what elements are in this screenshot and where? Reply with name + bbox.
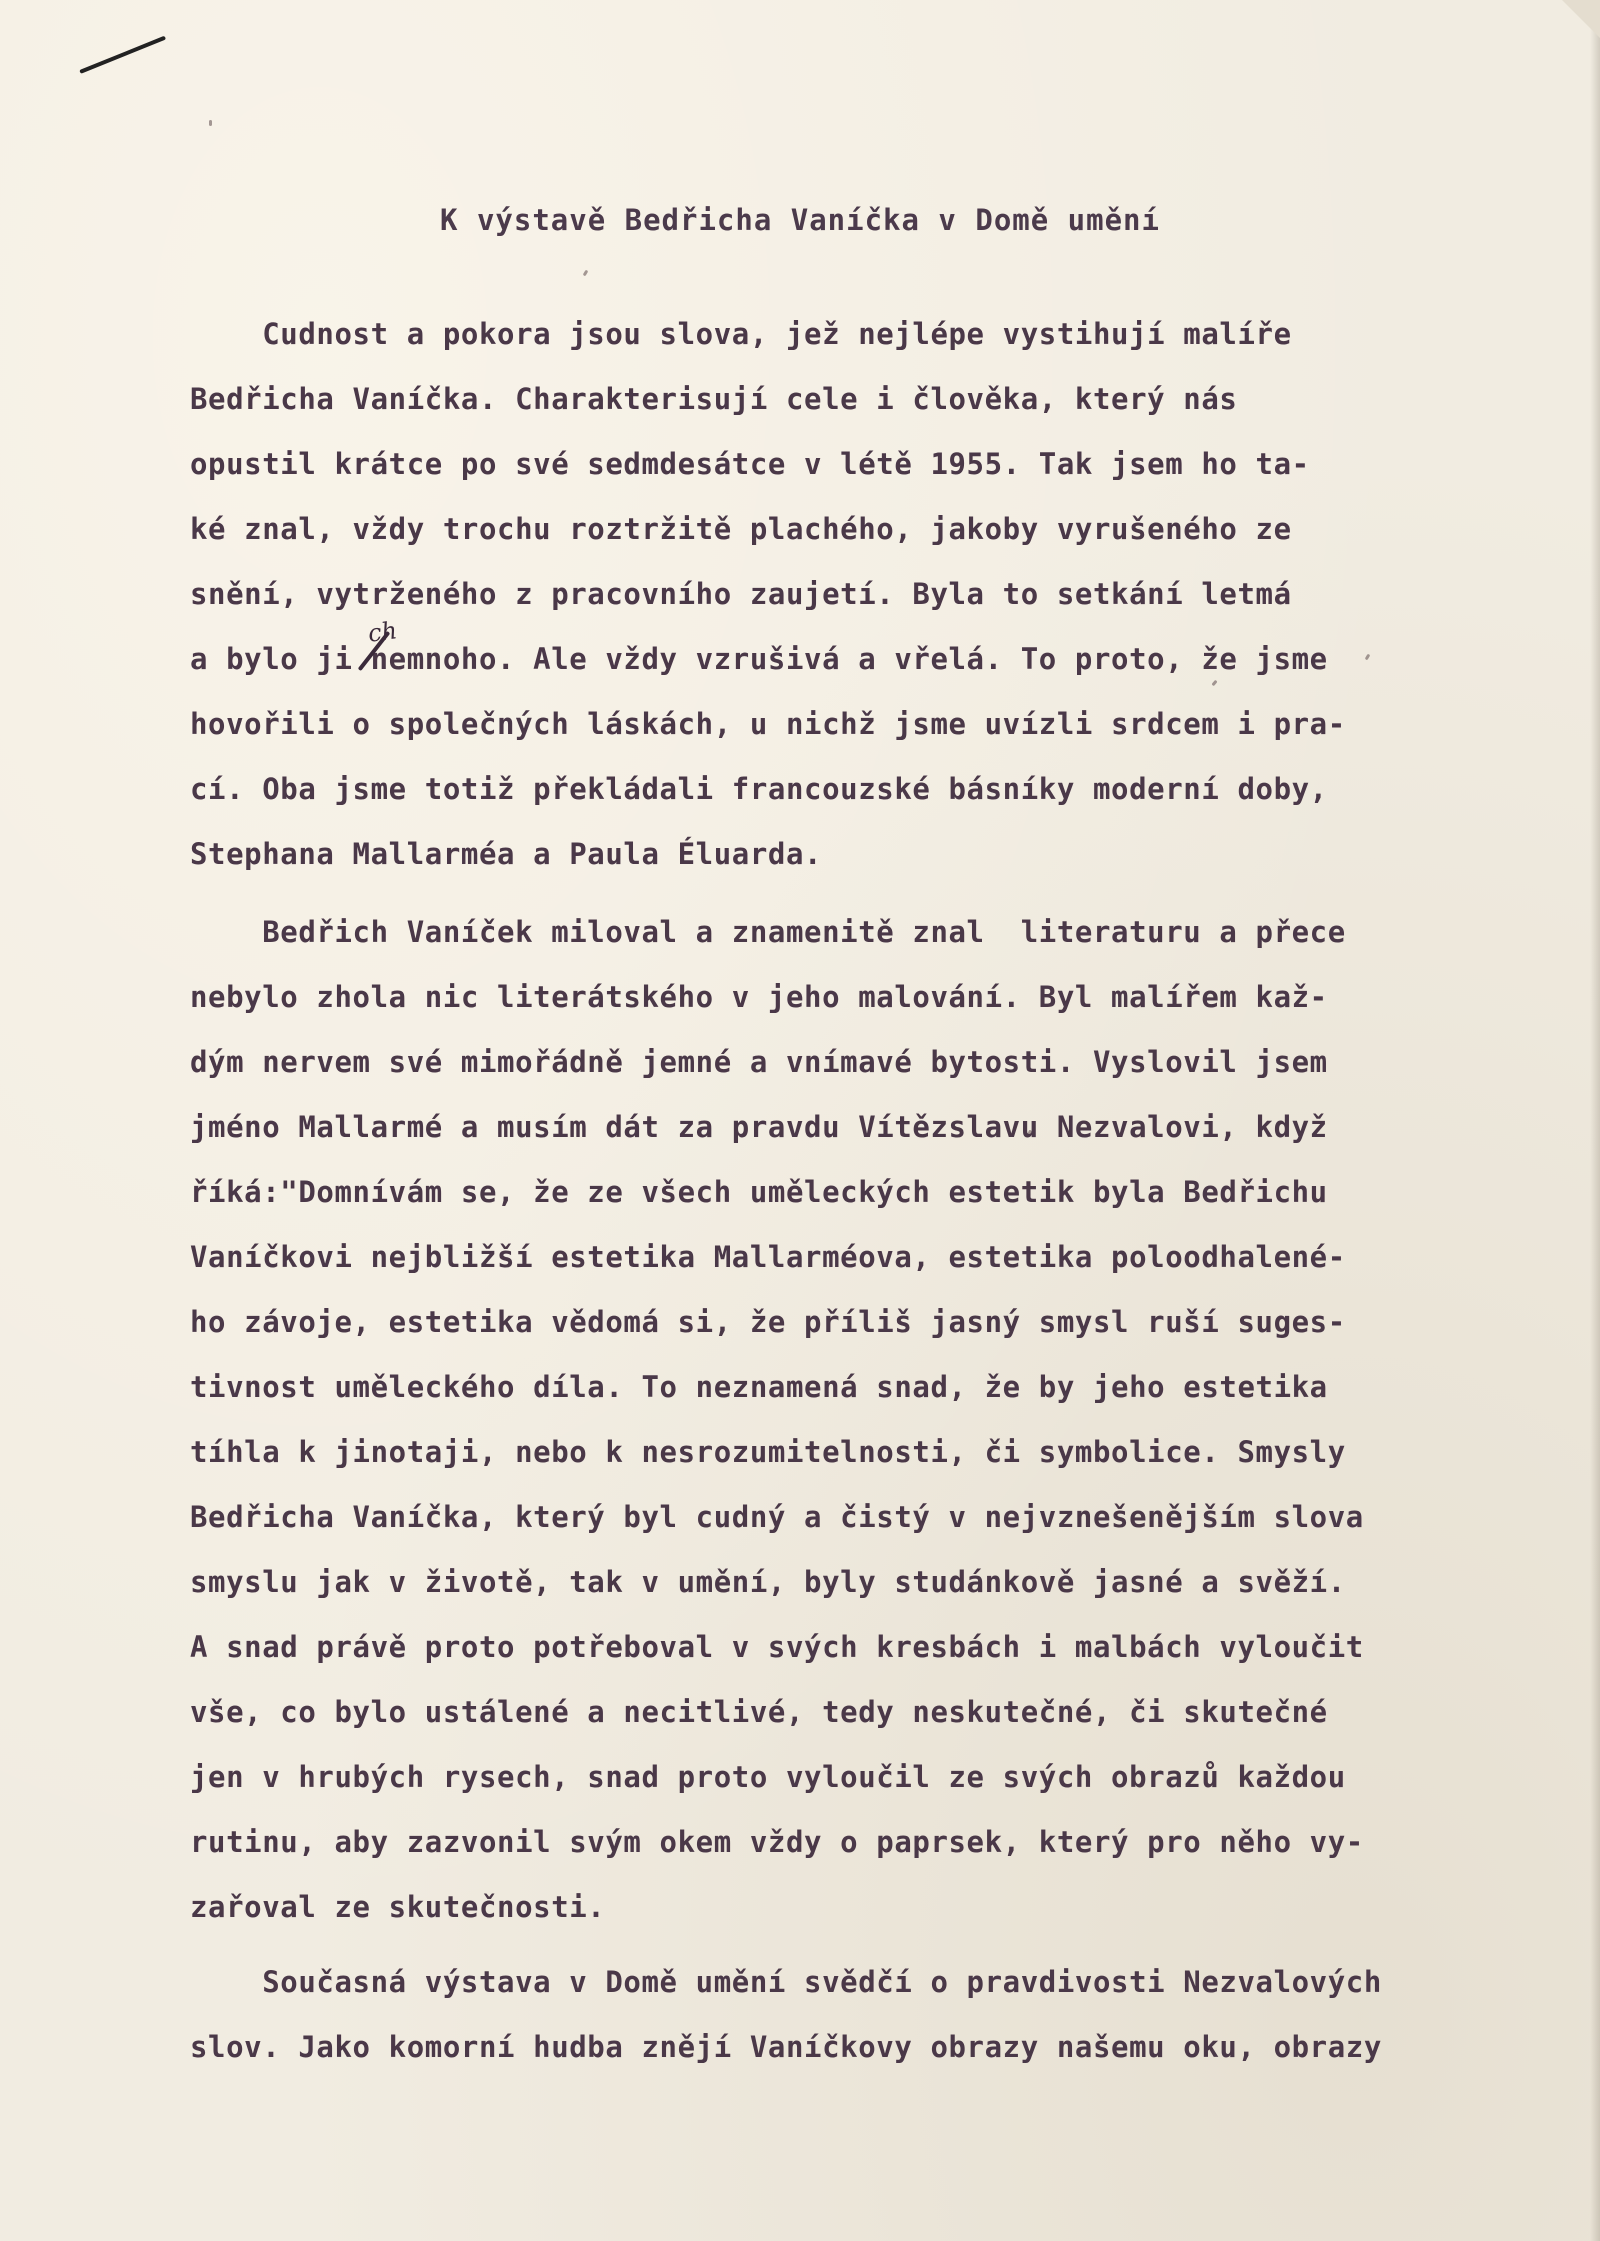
- text-line: a bylo ji nemnoho. Ale vždy vzrušivá a vřelá. To proto, že jsme: [190, 642, 1328, 676]
- text-line: Současná výstava v Domě umění svědčí o pravdivosti Nezvalových: [190, 1965, 1382, 1999]
- text-line: říká:"Domnívám se, že ze všech uměleckých estetik byla Bedřichu: [190, 1175, 1328, 1209]
- pen-stroke-mark: [79, 36, 166, 74]
- text-line: Cudnost a pokora jsou slova, jež nejlépe vystihují malíře: [190, 317, 1292, 351]
- text-line: rutinu, aby zazvonil svým okem vždy o paprsek, který pro něho vy-: [190, 1825, 1364, 1859]
- text-line: snění, vytrženého z pracovního zaujetí. Byla to setkání letmá: [190, 577, 1292, 611]
- handwritten-insert: ch: [366, 616, 399, 648]
- text-line: zařoval ze skutečnosti.: [190, 1890, 606, 1924]
- text-line: nebylo zhola nic literátského v jeho malování. Byl malířem kaž-: [190, 980, 1328, 1014]
- ink-speck: [1211, 680, 1217, 687]
- text-line: Stephana Mallarméa a Paula Éluarda.: [190, 837, 823, 871]
- text-line: Vaníčkovi nejbližší estetika Mallarméova, estetika poloodhalené-: [190, 1240, 1346, 1274]
- ink-speck: [209, 120, 212, 126]
- text-line: vše, co bylo ustálené a necitlivé, tedy neskutečné, či skutečné: [190, 1695, 1328, 1729]
- text-line: slov. Jako komorní hudba znějí Vaníčkovy obrazy našemu oku, obrazy: [190, 2030, 1382, 2064]
- text-line: jen v hrubých rysech, snad proto vyloučil ze svých obrazů každou: [190, 1760, 1346, 1794]
- corner-fold: [1562, 0, 1600, 38]
- text-line: Bedřich Vaníček miloval a znamenitě znal literaturu a přece: [190, 915, 1346, 949]
- text-line: Bedřicha Vaníčka, který byl cudný a čistý v nejvznešenějším slova: [190, 1500, 1364, 1534]
- text-line: smyslu jak v životě, tak v umění, byly studánkově jasné a svěží.: [190, 1565, 1346, 1599]
- text-line: jméno Mallarmé a musím dát za pravdu Vítězslavu Nezvalovi, když: [190, 1110, 1328, 1144]
- text-line: ké znal, vždy trochu roztržitě plachého, jakoby vyrušeného ze: [190, 512, 1292, 546]
- text-line: cí. Oba jsme totiž překládali francouzské básníky moderní doby,: [190, 772, 1328, 806]
- text-line: tíhla k jinotaji, nebo k nesrozumitelnosti, či symbolice. Smysly: [190, 1435, 1346, 1469]
- text-line: opustil krátce po své sedmdesátce v létě 1955. Tak jsem ho ta-: [190, 447, 1310, 481]
- text-line: Bedřicha Vaníčka. Charakterisují cele i člověka, který nás: [190, 382, 1238, 416]
- text-line: ho závoje, estetika vědomá si, že příliš jasný smysl ruší suges-: [190, 1305, 1346, 1339]
- page-edge: [1590, 0, 1600, 2241]
- text-line: tivnost uměleckého díla. To neznamená snad, že by jeho estetika: [190, 1370, 1328, 1404]
- ink-speck: [1365, 654, 1371, 661]
- document-title: K výstavě Bedřicha Vaníčka v Domě umění: [440, 203, 1160, 237]
- ink-speck: [583, 270, 589, 277]
- text-line: A snad právě proto potřeboval v svých kresbách i malbách vyloučit: [190, 1630, 1364, 1664]
- text-line: hovořili o společných láskách, u nichž jsme uvízli srdcem i pra-: [190, 707, 1346, 741]
- text-line: dým nervem své mimořádně jemné a vnímavé bytosti. Vyslovil jsem: [190, 1045, 1328, 1079]
